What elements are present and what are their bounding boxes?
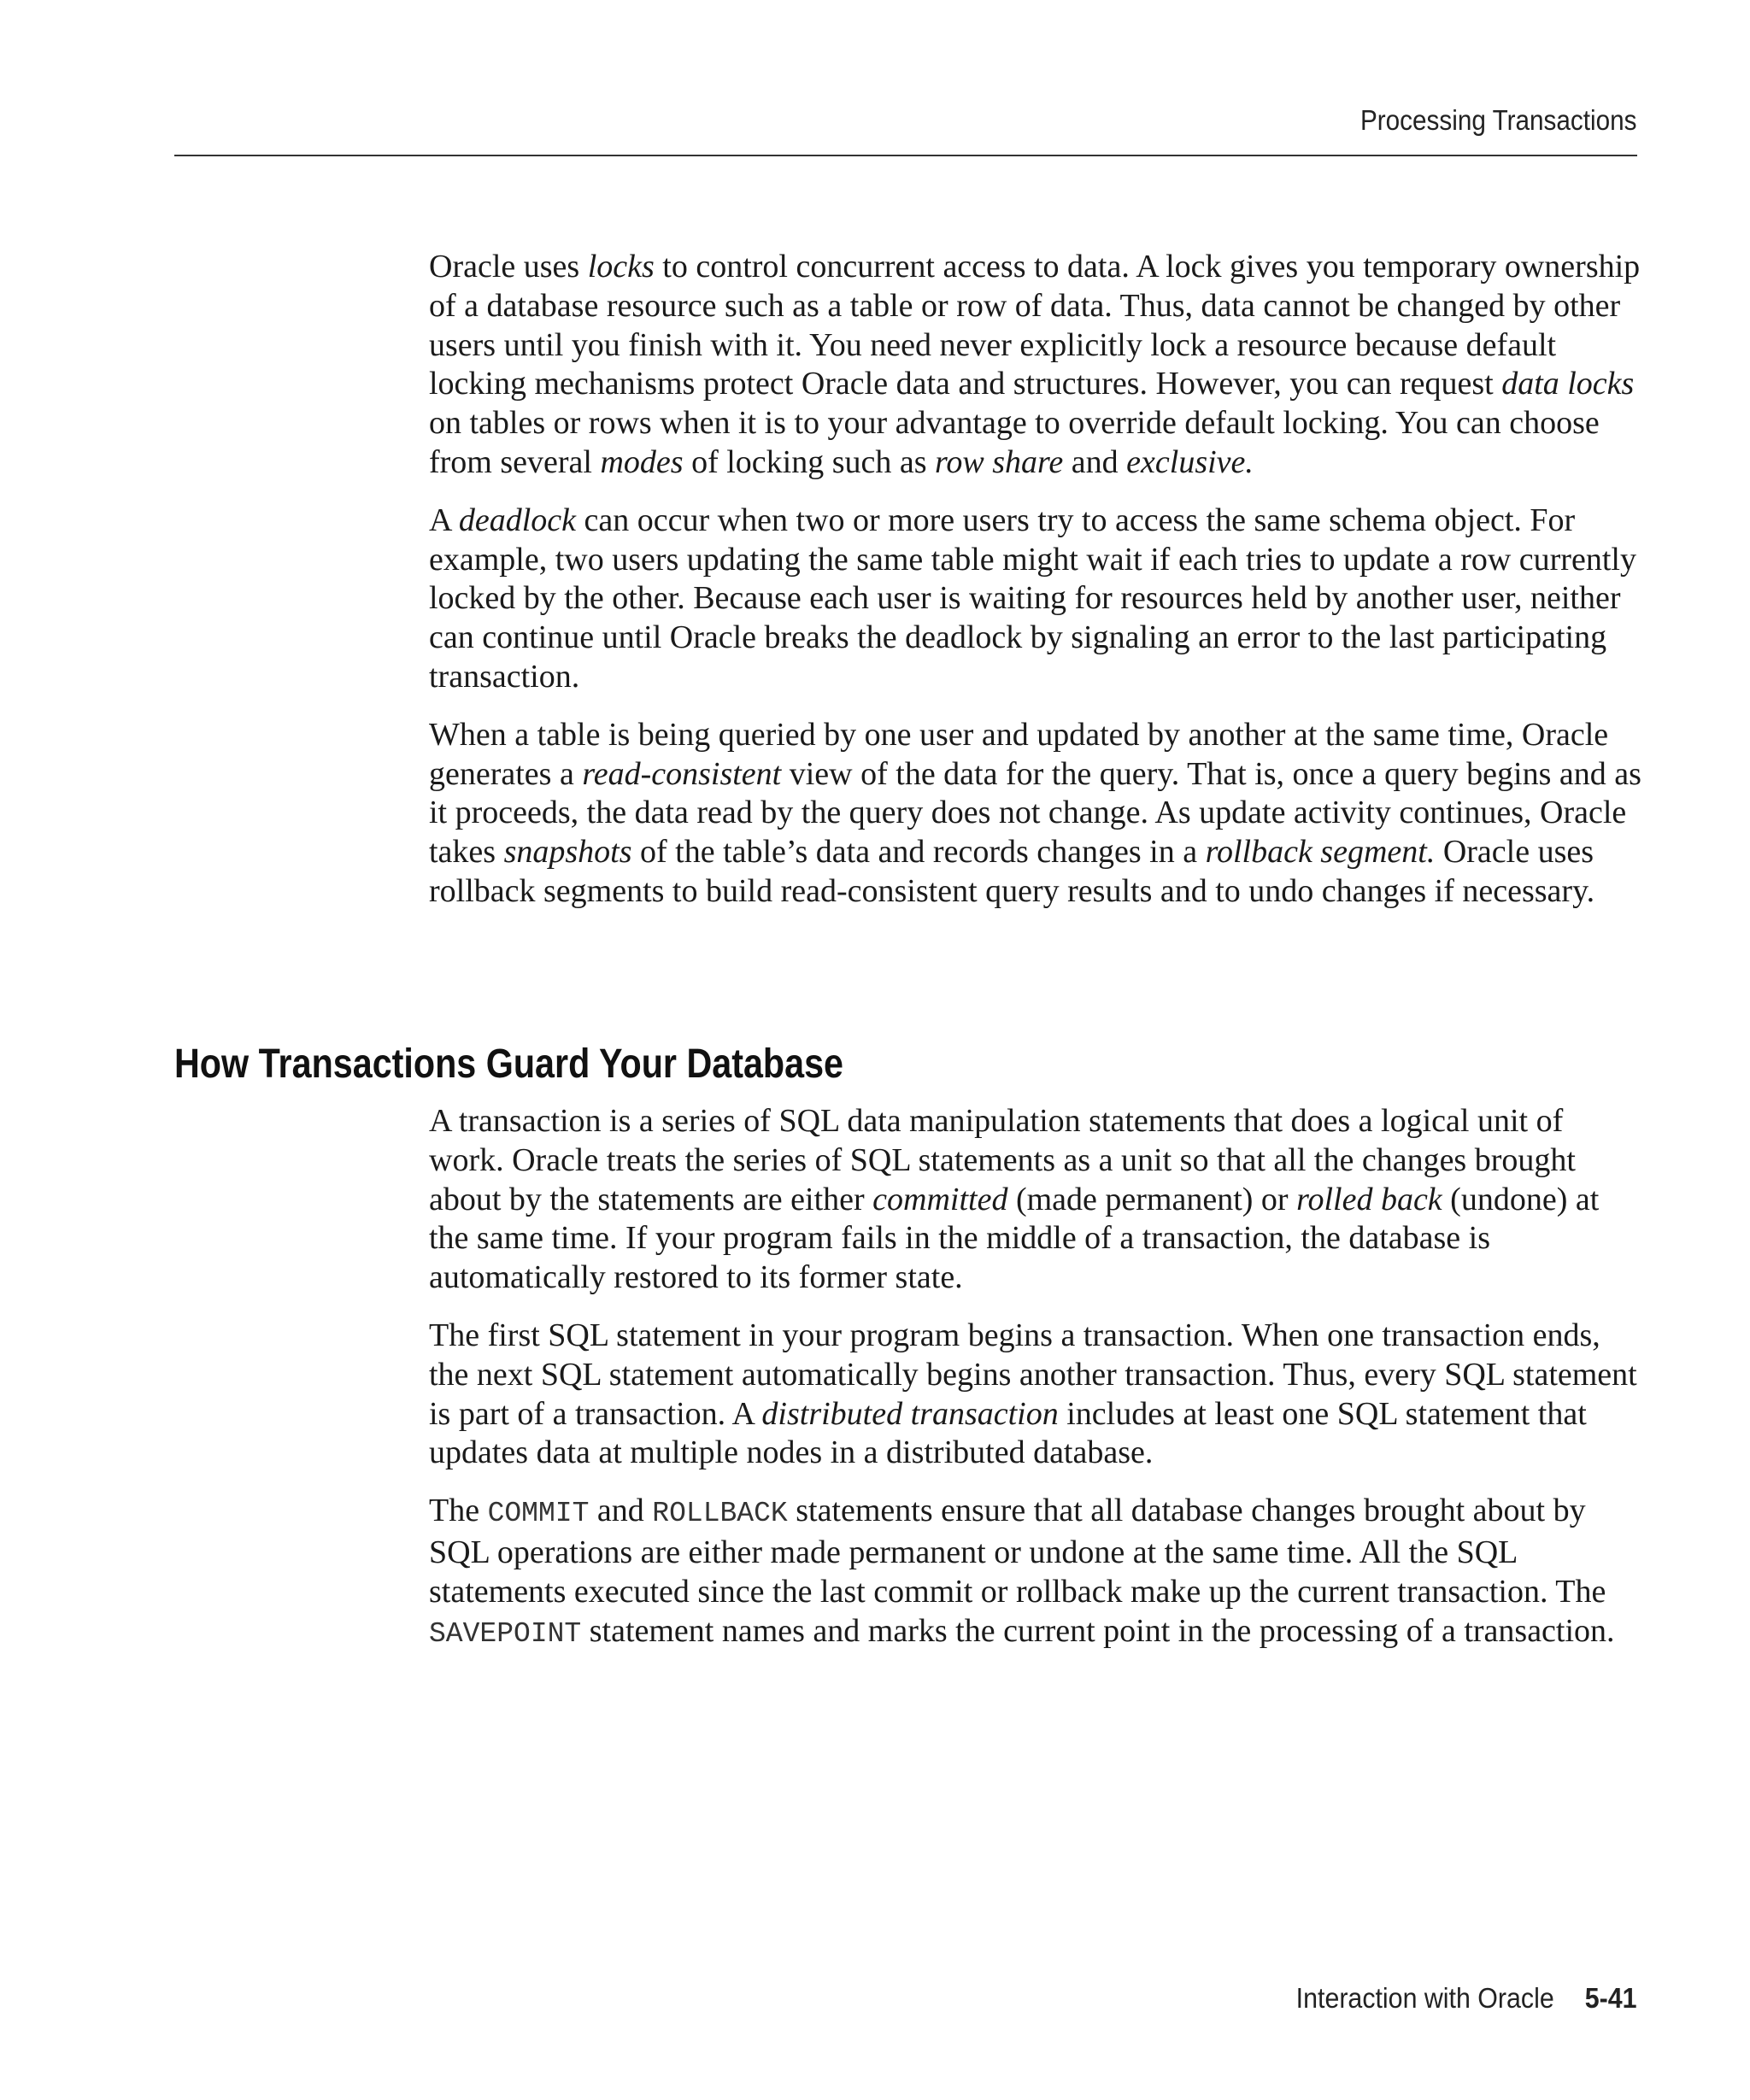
emphasis-term: row share [935, 443, 1064, 480]
header-rule [174, 155, 1637, 156]
emphasis-term: deadlock [458, 502, 577, 538]
section-locks-body [429, 248, 1642, 930]
section-heading: How Transactions Guard Your Database [174, 1041, 844, 1087]
emphasis-term: locks [587, 249, 655, 284]
paragraph: Oracle uses locks to control concurrent access to data. A lock gives you temporary ownership of a database resource such as a table or row of data. Thus, data cannot be changed by other users until you finish with it. You need never explicitly lock a resource because default locking mechanisms protect Oracle data and structures. However, you can request data locks on tables or rows when it is to your advantage to override default locking. You can choose from several modes of locking such as row share and exclusive. [429, 249, 1641, 480]
emphasis-term: rollback segment. [1205, 834, 1436, 871]
paragraph: The COMMIT and ROLLBACK statements ensure that all database changes brought about by SQL operations are either made permanent or undone at the same time. All the SQL statements executed since the last commit or rollback make up the current transaction. The SAVEPOINT statement names and marks the current point in the processing of a transaction. [429, 1493, 1615, 1650]
paragraph: When a table is being queried by one user and updated by another at the same time, Oracle generates a read-consistent view of the data for the query. That is, once a query begins and as it proceeds, the data read by the query does not change. As update activity continues, Oracle takes snapshots of the table’s data and records changes in a rollback segment. Oracle uses rollback segments to build read-consistent query results and to undo changes if necessary. [429, 716, 1641, 909]
emphasis-term: data locks [1501, 366, 1635, 402]
emphasis-term: snapshots [503, 834, 632, 871]
section-transactions-body [429, 1102, 1642, 1672]
paragraph: The first SQL statement in your program begins a transaction. When one transaction ends, the next SQL statement automatically begins another transaction. Thus, every SQL statement is part of a transaction. A distributed transaction includes at least one SQL statement that updates data at multiple nodes in a distributed database. [429, 1317, 1637, 1471]
emphasis-term: modes [600, 443, 684, 480]
paragraph: A deadlock can occur when two or more users try to access the same schema object. For example, two users updating the same table might wait if each tries to update a row currently locked by the other. Because each user is waiting for resources held by another user, neither can continue until Oracle breaks the deadlock by signaling an error to the last participating transaction. [429, 502, 1636, 695]
emphasis-term: rolled back [1296, 1181, 1442, 1217]
paragraph: A transaction is a series of SQL data manipulation statements that does a logical unit of work. Oracle treats the series of SQL statements as a unit so that all the changes brought about by the statements are either committed (made permanent) or rolled back (undone) at the same time. If your program fails in the middle of a transaction, the database is automatically restored to its former state. [429, 1103, 1600, 1296]
code-keyword: SAVEPOINT [429, 1617, 582, 1650]
emphasis-term: read-consistent [582, 755, 782, 792]
code-keyword: COMMIT [487, 1498, 590, 1530]
emphasis-term: exclusive. [1126, 443, 1254, 480]
code-keyword: ROLLBACK [652, 1498, 788, 1530]
page-footer [1296, 1982, 1637, 2015]
emphasis-term: committed [872, 1181, 1008, 1217]
page-number: 5-41 [1585, 1982, 1637, 2014]
footer-chapter-title: Interaction with Oracle [1296, 1982, 1555, 2014]
emphasis-term: distributed transaction [761, 1395, 1059, 1432]
running-header-title: Processing Transactions [1360, 104, 1637, 136]
